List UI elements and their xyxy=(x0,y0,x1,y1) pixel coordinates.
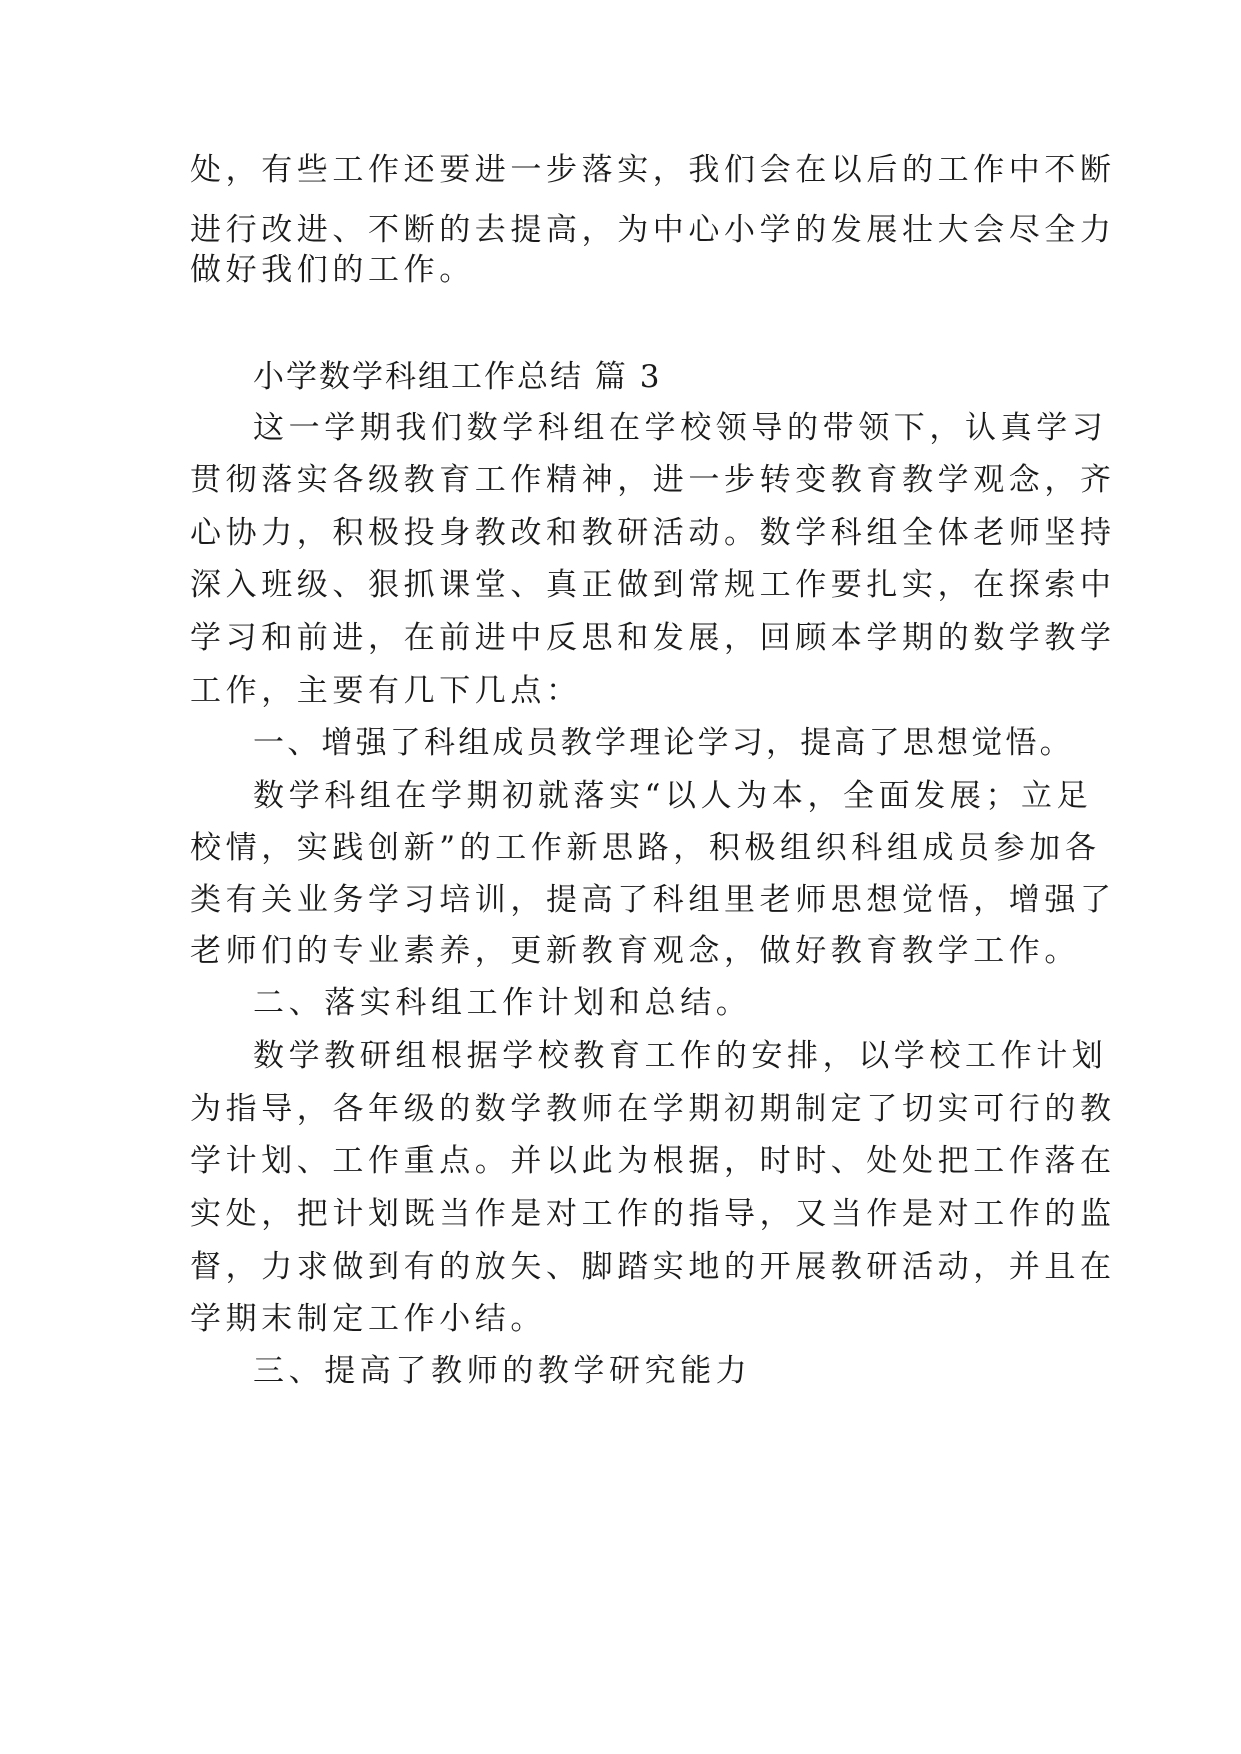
para3-line-2: 为指导，各年级的数学教师在学期初期制定了切实可行的教 xyxy=(190,1091,1116,1127)
para1-line-1: 这一学期我们数学科组在学校领导的带领下，认真学习 xyxy=(253,410,1108,446)
para3-line-5: 督，力求做到有的放矢、脚踏实地的开展教研活动，并且在 xyxy=(190,1249,1116,1285)
intro-line-3: 做好我们的工作。 xyxy=(190,252,475,288)
para2-line-1: 数学科组在学期初就落实“以人为本，全面发展；立足 xyxy=(253,778,1093,814)
section-heading: 小学数学科组工作总结 篇 3 xyxy=(253,359,662,395)
para3-line-4: 实处，把计划既当作是对工作的指导，又当作是对工作的监 xyxy=(190,1196,1116,1232)
para2-line-3: 类有关业务学习培训，提高了科组里老师思想觉悟，增强了 xyxy=(190,882,1116,918)
para2-line-2: 校情，实践创新”的工作新思路，积极组织科组成员参加各 xyxy=(190,830,1101,866)
para1-line-6: 工作，主要有几下几点： xyxy=(190,673,582,709)
para3-line-1: 数学教研组根据学校教育工作的安排，以学校工作计划 xyxy=(253,1038,1108,1074)
section1-title: 一、增强了科组成员教学理论学习，提高了思想觉悟。 xyxy=(253,725,1074,761)
intro-line-2: 进行改进、不断的去提高，为中心小学的发展壮大会尽全力 xyxy=(190,212,1116,248)
para2-line-4: 老师们的专业素养，更新教育观念，做好教育教学工作。 xyxy=(190,933,1080,969)
section3-title: 三、提高了教师的教学研究能力 xyxy=(253,1353,752,1389)
section2-title: 二、落实科组工作计划和总结。 xyxy=(253,985,752,1021)
para1-line-5: 学习和前进，在前进中反思和发展，回顾本学期的数学教学 xyxy=(190,620,1116,656)
para1-line-4: 深入班级、狠抓课堂、真正做到常规工作要扎实，在探索中 xyxy=(190,567,1116,603)
para3-line-3: 学计划、工作重点。并以此为根据，时时、处处把工作落在 xyxy=(190,1143,1116,1179)
para1-line-3: 心协力，积极投身教改和教研活动。数学科组全体老师坚持 xyxy=(190,515,1116,551)
para3-line-6: 学期末制定工作小结。 xyxy=(190,1301,546,1337)
para1-line-2: 贯彻落实各级教育工作精神，进一步转变教育教学观念，齐 xyxy=(190,462,1116,498)
intro-line-1: 处，有些工作还要进一步落实，我们会在以后的工作中不断 xyxy=(190,152,1116,188)
